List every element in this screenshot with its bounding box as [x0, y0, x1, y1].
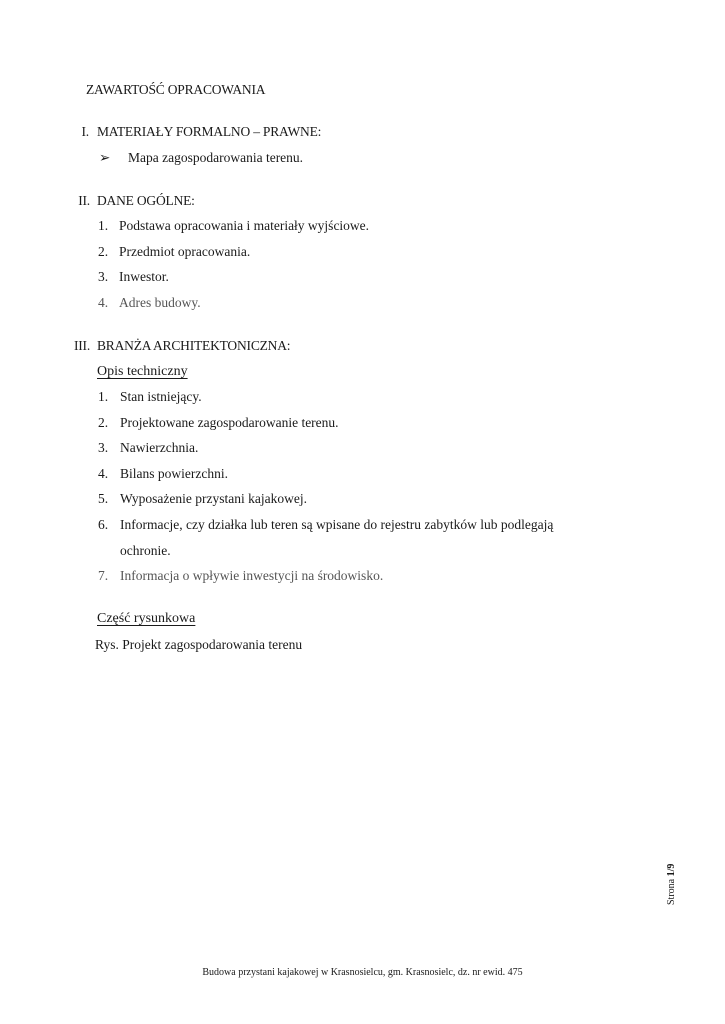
- list-item: [98, 269, 169, 285]
- list-item: [98, 568, 384, 584]
- page-number-value: 1/9: [666, 863, 677, 877]
- section-2-number: II.: [78, 193, 90, 208]
- drawings-item: Rys. Projekt zagospodarowania terenu: [95, 637, 303, 652]
- drawings-heading: Część rysunkowa: [97, 611, 196, 626]
- list-item: [98, 466, 228, 482]
- list-item: [98, 517, 554, 533]
- list-item-text: Stan istniejący.: [120, 389, 202, 404]
- section-1-title: MATERIAŁY FORMALNO – PRAWNE:: [97, 124, 322, 139]
- page-footer: Budowa przystani kajakowej w Krasnosielcu, gm. Krasnosielc, dz. nr ewid. 475: [202, 967, 523, 978]
- list-item-text: Bilans powierzchni.: [120, 466, 228, 481]
- list-item-number: 5.: [98, 491, 109, 506]
- list-item-continuation: ochronie.: [120, 543, 171, 558]
- section-2-title: DANE OGÓLNE:: [97, 193, 195, 208]
- page-number: [666, 864, 677, 905]
- list-item-text: Przedmiot opracowania.: [119, 244, 251, 259]
- list-item-text: Podstawa opracowania i materiały wyjściowe.: [119, 218, 370, 233]
- list-item-number: 3.: [98, 440, 109, 455]
- list-item: [98, 295, 201, 311]
- list-item-text: Wyposażenie przystani kajakowej.: [120, 491, 307, 506]
- list-item-text: Adres budowy.: [119, 295, 201, 310]
- list-item-text: Informacje, czy działka lub teren są wpisane do rejestru zabytków lub podlegają: [120, 517, 554, 532]
- list-item: [98, 244, 251, 260]
- document-heading: ZAWARTOŚĆ OPRACOWANIA: [86, 82, 266, 97]
- list-item: [98, 491, 307, 507]
- list-item-text: Nawierzchnia.: [120, 440, 199, 455]
- bullet-icon: ➢: [99, 150, 111, 165]
- list-item-number: 1.: [98, 218, 109, 233]
- list-item-number: 3.: [98, 269, 109, 284]
- technical-description-heading: Opis techniczny: [97, 364, 188, 379]
- list-item-number: 4.: [98, 466, 109, 481]
- section-3-number: III.: [73, 338, 90, 353]
- list-item-number: 4.: [98, 295, 109, 310]
- list-item-text: Projektowane zagospodarowanie terenu.: [120, 415, 339, 430]
- list-item-number: 2.: [98, 415, 109, 430]
- list-item-text: Informacja o wpływie inwestycji na środowisko.: [120, 568, 384, 583]
- section-1-bullet-item: Mapa zagospodarowania terenu.: [128, 150, 304, 165]
- page-label: Strona: [666, 878, 677, 905]
- list-item: [98, 389, 202, 405]
- list-item-number: 7.: [98, 568, 109, 583]
- list-item-number: 6.: [98, 517, 109, 532]
- section-3-title: BRANŻA ARCHITEKTONICZNA:: [97, 338, 291, 353]
- list-item-number: 2.: [98, 244, 109, 259]
- list-item: [98, 440, 199, 456]
- list-item: [98, 415, 339, 431]
- list-item-number: 1.: [98, 389, 109, 404]
- list-item-text: Inwestor.: [119, 269, 169, 284]
- list-item: [98, 218, 370, 234]
- section-1-number: I.: [81, 124, 89, 139]
